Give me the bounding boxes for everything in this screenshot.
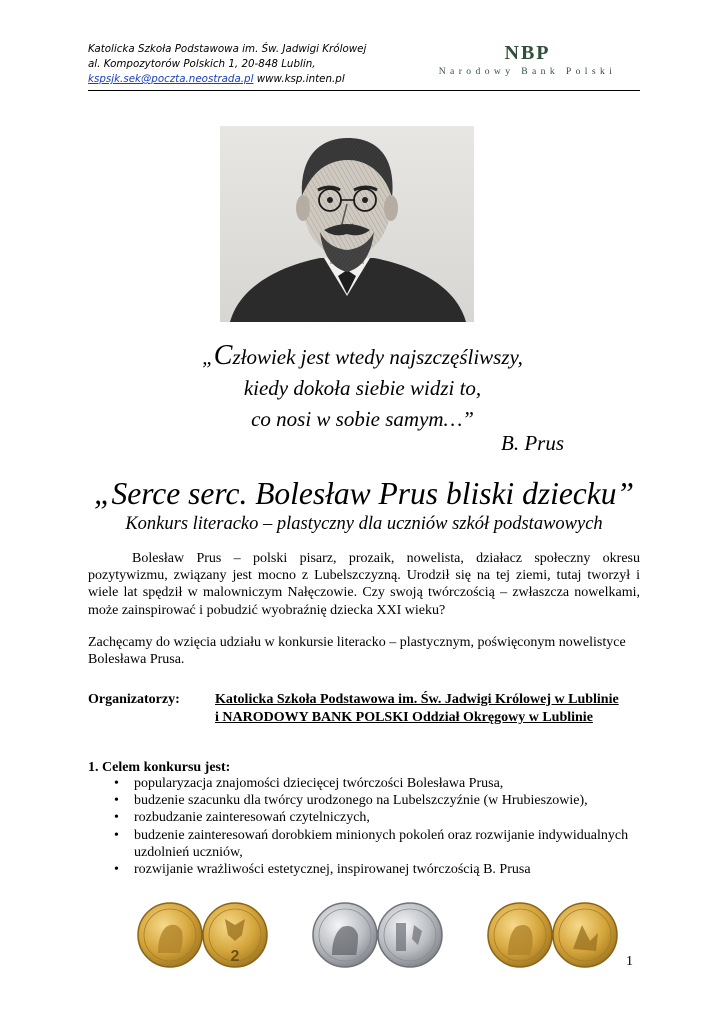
intro-paragraph: Bolesław Prus – polski pisarz, prozaik, nowelista, działacz społeczny okresu pozytywizmu, związany jest mocno z Lubelszczyzną. Urodził się na tej ziemi, tutaj tworzył i wiele lat spędził w malowniczym Nałęczowie. Czy swoją twórczością – zwłaszcza nowelkami, może zainspirować i pobudzić wyobraźnię dziecka XXI wieku? bbox=[88, 551, 640, 618]
quote-first-letter: C bbox=[213, 340, 233, 371]
bullet-icon: • bbox=[114, 827, 119, 843]
nbp-logo bbox=[430, 42, 625, 82]
contest-title: „Serce serc. Bolesław Prus bliski dziecku” bbox=[93, 476, 635, 511]
gold-coin-obverse-icon bbox=[138, 903, 202, 967]
quote-line-3: co nosi w sobie samym…” bbox=[251, 407, 474, 431]
goal-item bbox=[88, 809, 640, 826]
goal-text: budzenie zainteresowań dorobkiem minionych pokoleń oraz rozwijanie indywidualnych uzdolnień uczniów, bbox=[134, 827, 629, 860]
goal-text: rozwijanie wrażliwości estetycznej, inspirowanej twórczością B. Prusa bbox=[134, 862, 531, 878]
prus-quote bbox=[150, 340, 575, 435]
quote-line-2: kiedy dokoła siebie widzi to, bbox=[243, 376, 482, 400]
quote-author: B. Prus bbox=[501, 431, 564, 455]
email-link[interactable]: kspsjk.sek@poczta.neostrada.pl bbox=[88, 73, 254, 85]
goal-item bbox=[88, 827, 640, 861]
header-divider bbox=[88, 90, 640, 91]
nbp-logo-abbrev: NBP bbox=[504, 42, 551, 64]
organizers-label: Organizatorzy: bbox=[88, 692, 180, 707]
silver-coin-reverse-icon bbox=[378, 903, 442, 967]
school-address: al. Kompozytorów Polskich 1, 20-848 Lublin, bbox=[88, 58, 316, 70]
invitation-paragraph: Zachęcamy do wzięcia udziału w konkursie literacko – plastycznym, poświęconym nowelistyce Bolesława Prusa. bbox=[88, 635, 626, 668]
gold-coin-obverse-2-icon bbox=[488, 903, 552, 967]
organizer-school: Katolicka Szkoła Podstawowa im. Św. Jadwigi Królowej w Lublinie bbox=[215, 692, 619, 707]
gold-coin-reverse-2-icon bbox=[553, 903, 617, 967]
website-text: www.ksp.inten.pl bbox=[256, 73, 345, 85]
bullet-icon: • bbox=[114, 793, 119, 809]
goal-item bbox=[88, 861, 640, 878]
school-name: Katolicka Szkoła Podstawowa im. Św. Jadwigi Królowej bbox=[88, 43, 367, 55]
bullet-icon: • bbox=[114, 776, 119, 791]
nbp-logo-full: Narodowy Bank Polski bbox=[438, 66, 617, 77]
silver-coin-obverse-icon bbox=[313, 903, 377, 967]
school-header bbox=[88, 42, 408, 87]
contest-subtitle: Konkurs literacko – plastyczny dla uczniów szkół podstawowych bbox=[125, 514, 603, 534]
bullet-icon: • bbox=[114, 862, 119, 878]
page-number: 1 bbox=[626, 954, 633, 969]
goals-heading: 1. Celem konkursu jest: bbox=[88, 760, 231, 775]
bullet-icon: • bbox=[114, 810, 119, 826]
quote-open-mark: „ bbox=[202, 345, 214, 369]
goal-text: popularyzacja znajomości dziecięcej twórczości Bolesława Prusa, bbox=[134, 776, 504, 791]
quote-line-1-rest: złowiek jest wtedy najszczęśliwszy, bbox=[232, 345, 523, 369]
goal-item bbox=[88, 792, 640, 809]
organizer-nbp: i NARODOWY BANK POLSKI Oddział Okręgowy w Lublinie bbox=[215, 709, 593, 725]
organizers-value bbox=[215, 691, 640, 726]
goal-text: rozbudzanie zainteresowań czytelniczych, bbox=[134, 810, 370, 826]
quote-line-1 bbox=[150, 340, 575, 373]
goal-text: budzenie szacunku dla twórcy urodzonego na Lubelszczyźnie (w Hrubieszowie), bbox=[134, 793, 588, 809]
goals-list bbox=[88, 775, 640, 878]
portrait-engraving-icon bbox=[220, 126, 474, 322]
goal-item bbox=[88, 775, 640, 792]
school-contact bbox=[88, 72, 408, 87]
gold-coin-reverse-icon bbox=[203, 903, 267, 967]
coin-nominal: 2 bbox=[230, 948, 240, 965]
commemorative-coins bbox=[130, 895, 620, 980]
